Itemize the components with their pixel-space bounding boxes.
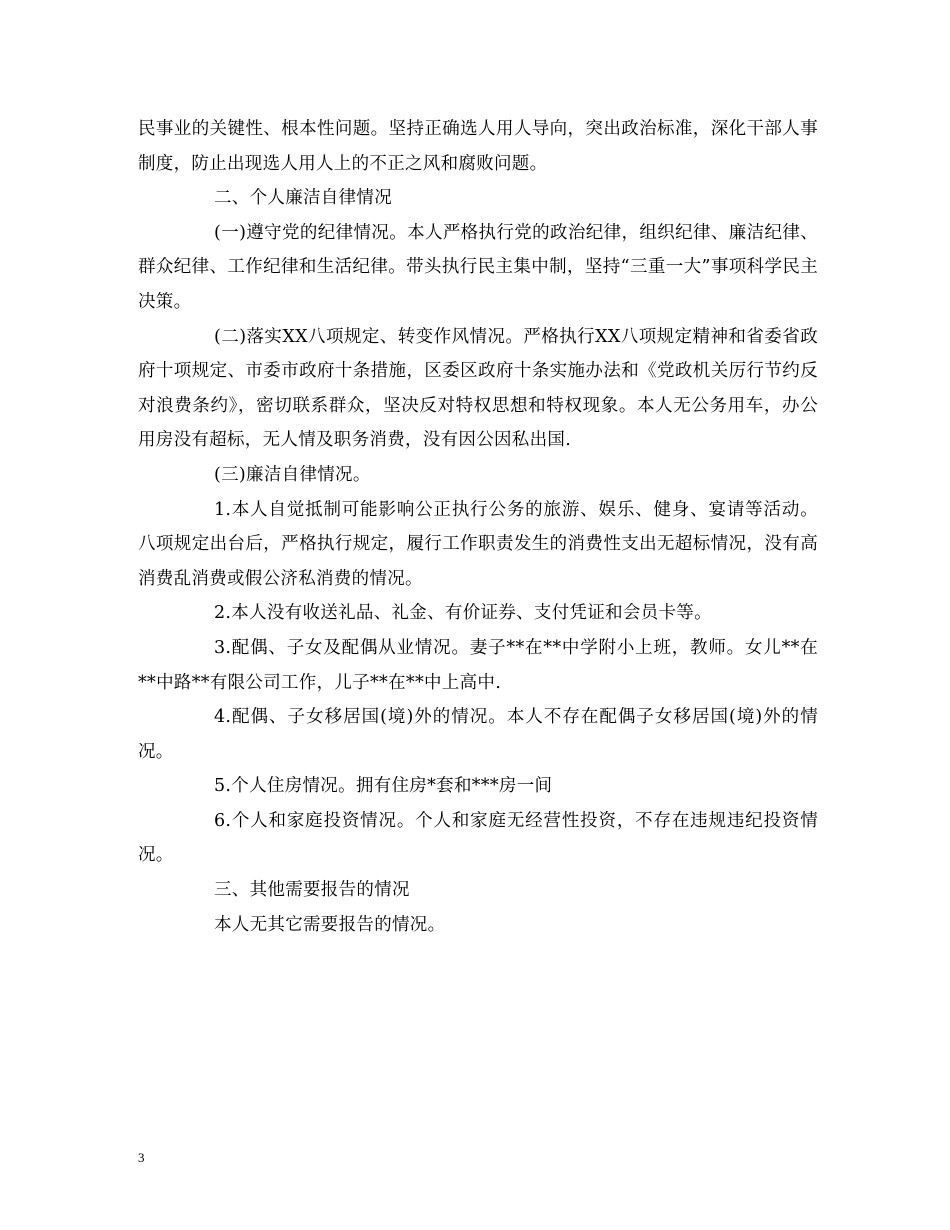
list-item-5: 5.个人住房情况。拥有住房*套和***房一间 (214, 776, 553, 797)
section-heading-other-matters: 三、其他需要报告的情况 (214, 880, 410, 901)
list-item-4: 4.配偶、子女移居国(境)外的情况。本人不存在配偶子女移居国(境)外的情况。 (138, 707, 818, 762)
section-heading-personal-integrity: 二、个人廉洁自律情况 (214, 188, 392, 209)
paragraph-eight-rules: (二)落实XX八项规定、转变作风情况。严格执行XX八项规定精神和省委省政府十项规定、市委市政府十条措施，区委区政府十条实施办法和《党政机关厉行节约反对浪费条约》，密切联系群众，坚决反对特权思想和特权现象。本人无公务用车，办公用房没有超标，无人情及职务消费，没有因公因私出国. (138, 326, 818, 451)
list-item-2: 2.本人没有收送礼品、礼金、有价证券、支付凭证和会员卡等。 (214, 603, 712, 624)
paragraph-other-matters: 本人无其它需要报告的情况。 (214, 914, 446, 935)
document-body (138, 112, 818, 942)
page-number: 3 (138, 1150, 145, 1165)
paragraph-continuation: 民事业的关键性、根本性问题。坚持正确选人用人导向，突出政治标准，深化干部人事制度，防止出现选人用人上的不正之风和腐败问题。 (138, 119, 818, 174)
list-item-6: 6.个人和家庭投资情况。个人和家庭无经营性投资，不存在违规违纪投资情况。 (138, 810, 818, 866)
subheading-integrity-self-discipline: (三)廉洁自律情况。 (214, 464, 371, 485)
list-item-3: 3.配偶、子女及配偶从业情况。妻子**在**中学附小上班，教师。女儿**在**中路**有限公司工作，儿子**在**中上高中. (138, 637, 818, 693)
paragraph-party-discipline: (一)遵守党的纪律情况。本人严格执行党的政治纪律，组织纪律、廉洁纪律、群众纪律、工作纪律和生活纪律。带头执行民主集中制，坚持“三重一大”事项科学民主决策。 (138, 222, 818, 312)
list-item-1: 1.本人自觉抵制可能影响公正执行公务的旅游、娱乐、健身、宴请等活动。八项规定出台后，严格执行规定，履行工作职责发生的消费性支出无超标情况，没有高消费乱消费或假公济私消费的情况。 (138, 499, 818, 589)
